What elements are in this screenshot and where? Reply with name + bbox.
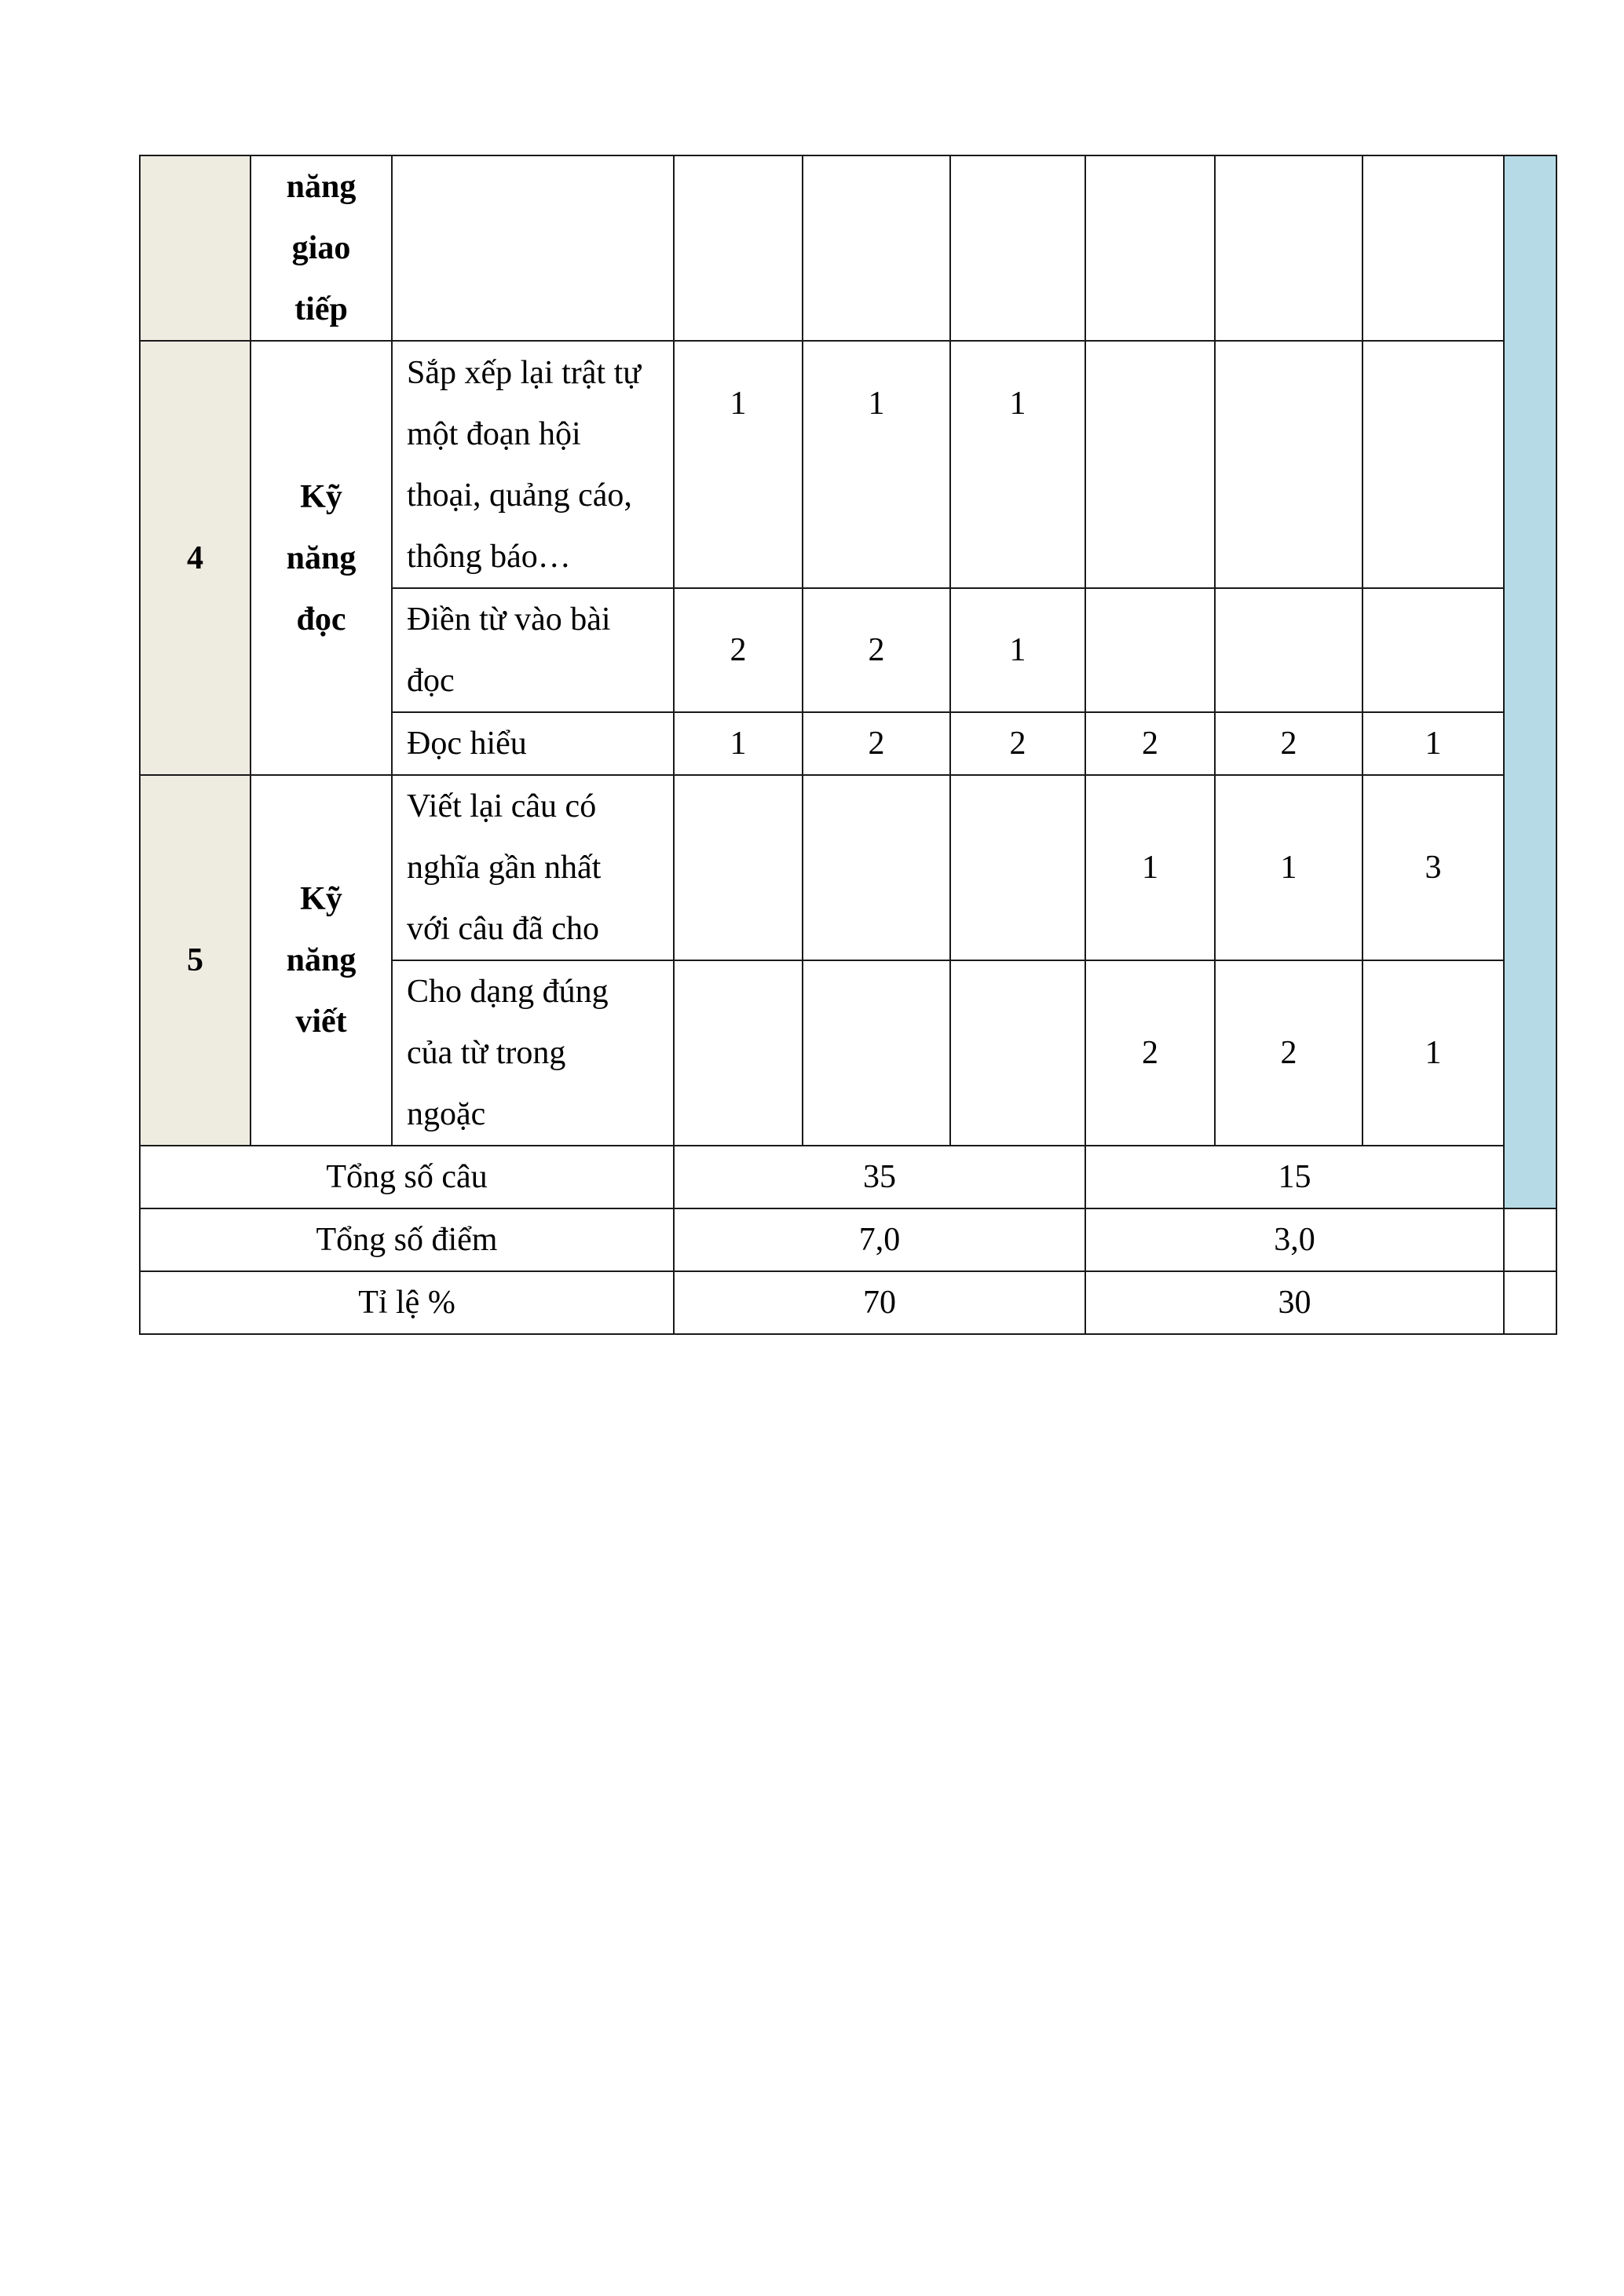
skill-label-line: giao — [291, 230, 351, 266]
side-column-cell — [1504, 1208, 1556, 1271]
skill-label-line: đọc — [296, 601, 346, 638]
skill-label-line: tiếp — [294, 291, 348, 327]
index-cell — [140, 155, 251, 341]
value-cell — [803, 775, 950, 960]
topic-line: Viết lại câu có — [407, 788, 597, 824]
value-cell: 2 — [803, 588, 950, 712]
topic-line: của từ trong — [407, 1035, 566, 1071]
value-cell: 1 — [950, 588, 1085, 712]
index-cell: 4 — [140, 341, 251, 775]
topic-line: thoại, quảng cáo, — [407, 477, 632, 514]
value-cell: 2 — [1085, 712, 1215, 775]
topic-line: thông báo… — [407, 538, 571, 575]
topic-cell — [392, 588, 674, 712]
totals-row — [140, 1271, 1556, 1334]
value-cell: 3 — [1362, 775, 1504, 960]
value-cell — [674, 775, 803, 960]
value-cell — [1085, 588, 1215, 712]
topic-cell — [392, 341, 674, 588]
topic-cell — [392, 775, 674, 960]
value-cell: 2 — [803, 712, 950, 775]
value-cell — [803, 960, 950, 1146]
exam-matrix-table — [139, 155, 1557, 1335]
totals-value-a: 7,0 — [674, 1208, 1085, 1271]
topic-line: Sắp xếp lại trật tự — [407, 354, 642, 391]
value-cell — [950, 775, 1085, 960]
totals-value-b: 30 — [1085, 1271, 1504, 1334]
table-row — [140, 775, 1556, 960]
skill-label-cell — [251, 775, 392, 1146]
value-cell — [1215, 588, 1362, 712]
totals-row — [140, 1146, 1556, 1208]
topic-cell — [392, 155, 674, 341]
value-cell — [950, 155, 1085, 341]
skill-label-line: năng — [286, 169, 357, 205]
value-cell — [1215, 155, 1362, 341]
totals-label: Tổng số điểm — [140, 1208, 674, 1271]
totals-value-a: 70 — [674, 1271, 1085, 1334]
value-cell: 2 — [1215, 960, 1362, 1146]
table-row — [140, 341, 1556, 588]
topic-line: nghĩa gần nhất — [407, 850, 602, 886]
value-cell — [1362, 341, 1504, 588]
value-cell — [1362, 155, 1504, 341]
table-row — [140, 155, 1556, 341]
topic-line: Điền từ vào bài — [407, 601, 611, 638]
topic-line: Cho dạng đúng — [407, 974, 609, 1010]
totals-label: Tổng số câu — [140, 1146, 674, 1208]
value-cell — [1085, 341, 1215, 588]
value-cell: 1 — [674, 712, 803, 775]
topic-line: đọc — [407, 663, 455, 699]
skill-label-line: Kỹ — [300, 478, 342, 515]
value-cell — [803, 155, 950, 341]
totals-value-b: 15 — [1085, 1146, 1504, 1208]
value-cell — [674, 155, 803, 341]
value-cell: 1 — [1362, 960, 1504, 1146]
side-column-cell — [1504, 155, 1556, 1208]
value-cell — [1362, 588, 1504, 712]
index-cell: 5 — [140, 775, 251, 1146]
value-cell: 1 — [803, 341, 950, 588]
skill-label-line: năng — [286, 942, 357, 978]
value-cell: 1 — [674, 341, 803, 588]
value-cell — [950, 960, 1085, 1146]
side-column-cell — [1504, 1271, 1556, 1334]
value-cell — [1085, 155, 1215, 341]
value-cell — [674, 960, 803, 1146]
value-cell: 2 — [1215, 712, 1362, 775]
value-cell: 2 — [674, 588, 803, 712]
value-cell: 1 — [1085, 775, 1215, 960]
value-cell: 2 — [1085, 960, 1215, 1146]
skill-label-line: năng — [286, 539, 357, 576]
skill-label-cell — [251, 155, 392, 341]
value-cell: 1 — [1215, 775, 1362, 960]
skill-label-cell — [251, 341, 392, 775]
topic-line: với câu đã cho — [407, 911, 599, 947]
topic-line: ngoặc — [407, 1096, 486, 1132]
topic-cell — [392, 960, 674, 1146]
topic-line: một đoạn hội — [407, 415, 581, 452]
totals-row — [140, 1208, 1556, 1271]
totals-label: Tỉ lệ % — [140, 1271, 674, 1334]
skill-label-line: viết — [295, 1004, 347, 1040]
skill-label-line: Kỹ — [300, 881, 342, 917]
topic-cell: Đọc hiểu — [392, 712, 674, 775]
value-cell: 2 — [950, 712, 1085, 775]
totals-value-b: 3,0 — [1085, 1208, 1504, 1271]
totals-value-a: 35 — [674, 1146, 1085, 1208]
value-cell — [1215, 341, 1362, 588]
value-cell: 1 — [1362, 712, 1504, 775]
value-cell: 1 — [950, 341, 1085, 588]
